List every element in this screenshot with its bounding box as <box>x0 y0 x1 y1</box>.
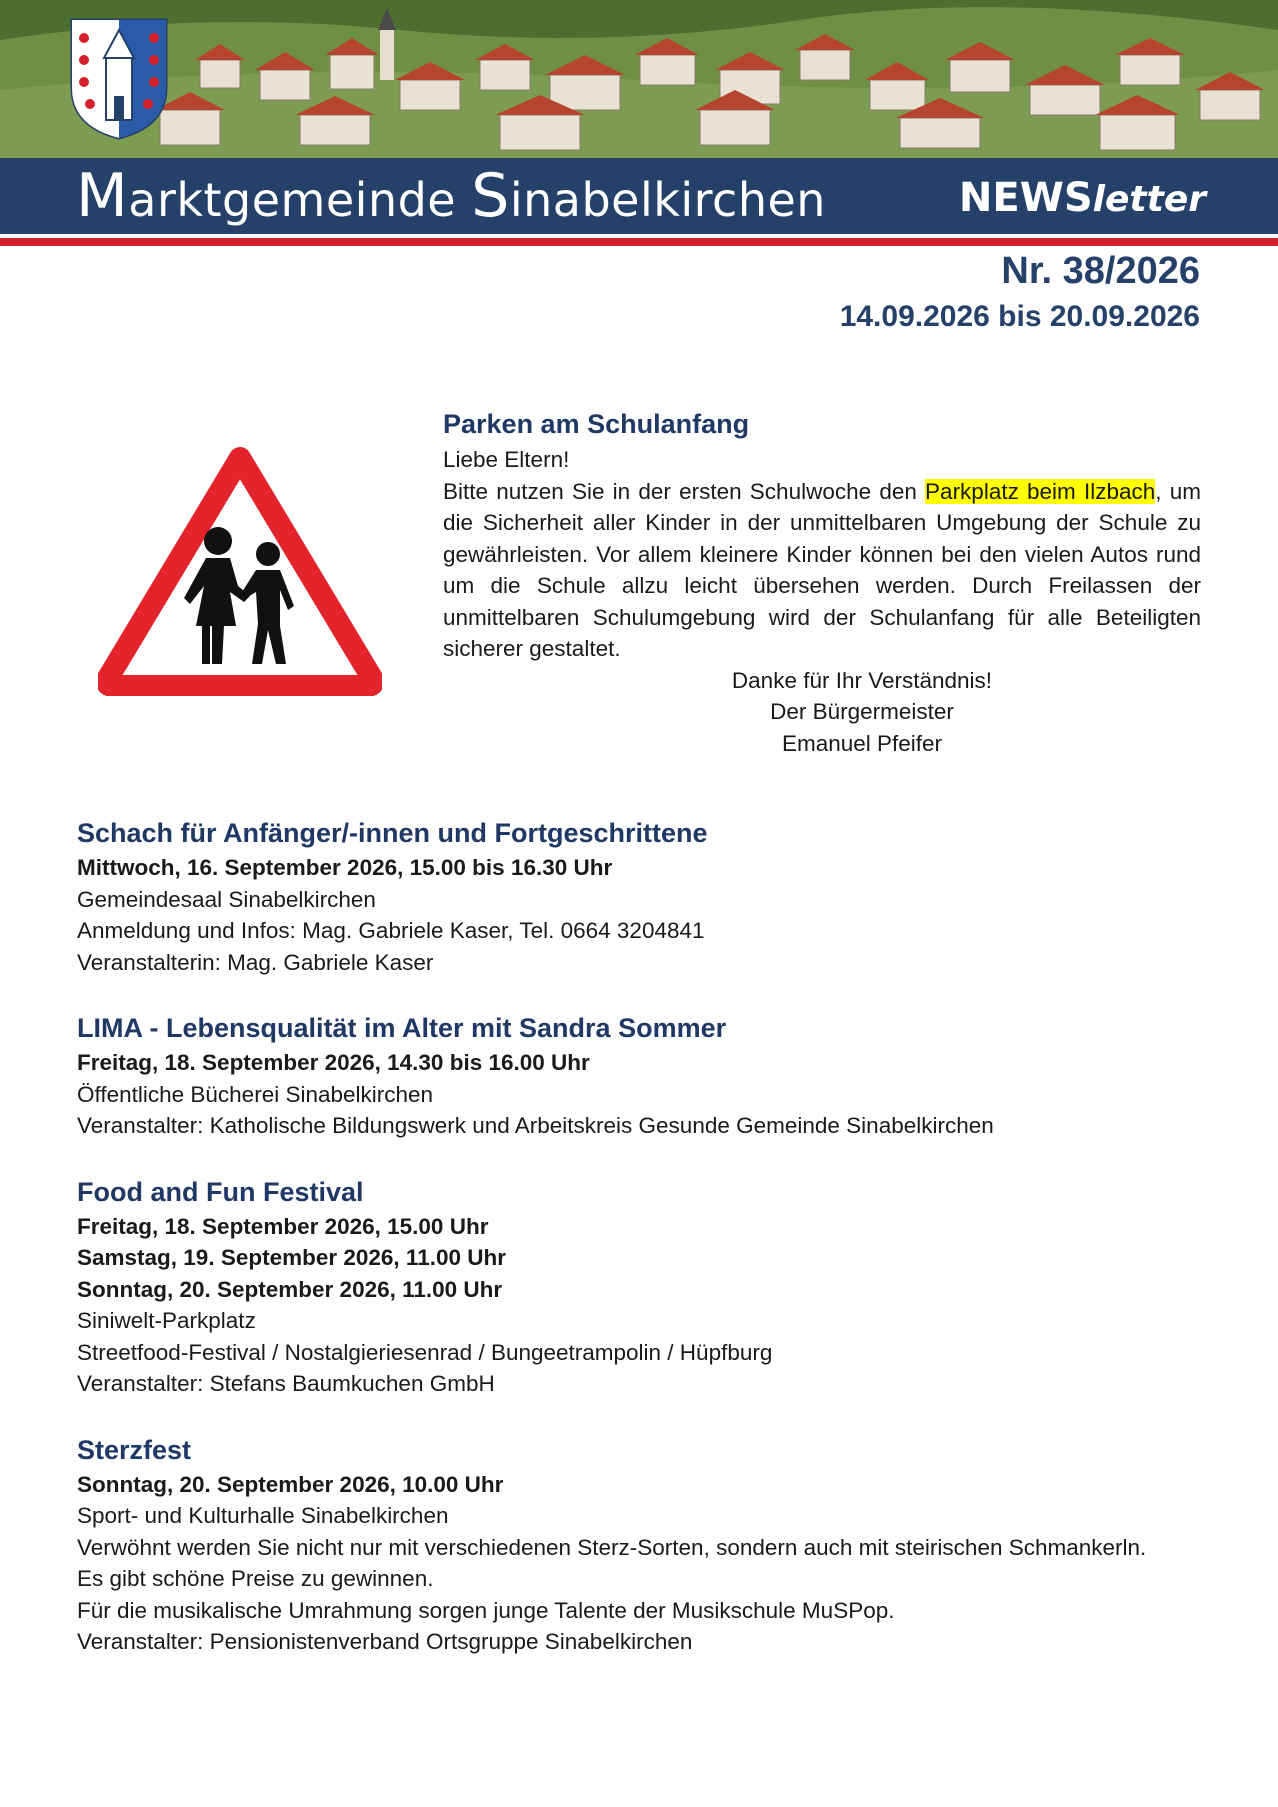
event-date: Sonntag, 20. September 2026, 11.00 Uhr <box>77 1276 503 1302</box>
letter-label-part: letter <box>1092 179 1206 220</box>
event-lima <box>77 1009 1207 1142</box>
event-description: Verwöhnt werden Sie nicht nur mit verschiedenen Sterz-Sorten, sondern auch mit steirischen Schmankerln. <box>77 1534 1147 1560</box>
title-banner <box>0 158 1278 234</box>
event-title: Schach für Anfänger/-innen und Fortgeschrittene <box>77 818 708 848</box>
header-divider-red <box>0 238 1278 246</box>
title-word-2: inabelkirchen <box>509 173 826 227</box>
event-date: Samstag, 19. September 2026, 11.00 Uhr <box>77 1245 506 1270</box>
event-sterzfest <box>77 1431 1207 1658</box>
signature-role: Der Bürgermeister <box>770 699 954 724</box>
newsletter-header <box>0 0 1278 250</box>
event-date: Mittwoch, 16. September 2026, 15.00 bis 16.30 Uhr <box>77 855 613 880</box>
municipal-crest <box>70 18 168 140</box>
school-children-warning-sign-icon <box>98 446 382 696</box>
event-venue: Sport- und Kulturhalle Sinabelkirchen <box>77 1503 449 1528</box>
event-venue: Gemeindesaal Sinabelkirchen <box>77 886 376 912</box>
parking-body-text-start: Bitte nutzen Sie in der ersten Schulwoche den <box>443 478 926 504</box>
title-initial-s: S <box>471 161 510 231</box>
event-organizer: Veranstalter: Stefans Baumkuchen GmbH <box>77 1371 495 1396</box>
village-illustration <box>0 0 1278 158</box>
parking-notice-body <box>443 476 1201 665</box>
event-organizer: Veranstalter: Pensionistenverband Ortsgruppe Sinabelkirchen <box>77 1629 693 1654</box>
event-description: Es gibt schöne Preise zu gewinnen. <box>77 1566 434 1591</box>
event-organizer: Veranstalterin: Mag. Gabriele Kaser <box>77 949 434 975</box>
title-initial-m: M <box>76 161 129 231</box>
event-description: Für die musikalische Umrahmung sorgen junge Talente der Musikschule MuSPop. <box>77 1597 895 1623</box>
event-venue: Siniwelt-Parkplatz <box>77 1308 256 1333</box>
event-title: Food and Fun Festival <box>77 1176 364 1207</box>
issue-date-range: 14.09.2026 bis 20.09.2026 <box>839 300 1200 333</box>
title-word-1: arktgemeinde <box>128 173 472 227</box>
signature-name: Emanuel Pfeifer <box>781 730 943 756</box>
parking-notice-title: Parken am Schulanfang <box>443 409 750 439</box>
parking-notice-greeting: Liebe Eltern! <box>443 447 570 472</box>
parking-location-highlight: Parkplatz beim Ilzbach <box>925 478 1156 504</box>
event-venue: Öffentliche Bücherei Sinabelkirchen <box>77 1081 434 1107</box>
event-title: Sterzfest <box>77 1434 192 1465</box>
issue-number: Nr. 38/2026 <box>1001 250 1200 292</box>
event-date: Sonntag, 20. September 2026, 10.00 Uhr <box>77 1471 504 1497</box>
event-title: LIMA - Lebensqualität im Alter mit Sandra Sommer <box>77 1013 727 1043</box>
parking-notice-section <box>443 404 1201 759</box>
municipality-title <box>76 160 826 236</box>
event-organizer: Veranstalter: Katholische Bildungswerk und Arbeitskreis Gesunde Gemeinde Sinabelkirchen <box>77 1113 994 1138</box>
event-date: Freitag, 18. September 2026, 15.00 Uhr <box>77 1213 489 1239</box>
event-food-fun-festival <box>77 1173 1207 1400</box>
parking-body-text-end: , um die Sicherheit aller Kinder in der unmittelbaren Umgebung der Schule zu gewährleisten. Vor allem kleinere Kinder können bei den vielen Autos rund um die Schule allzu leicht übersehen werden. Durch Freilassen der unmittelbaren Schulumgebung wird der Schulanfang für alle Beteiligten sicherer gestaltet. <box>443 478 1201 661</box>
parking-notice-thanks: Danke für Ihr Verständnis! <box>731 667 993 693</box>
newsletter-label <box>959 170 1206 228</box>
news-label-part: NEWS <box>958 175 1093 221</box>
village-photo <box>0 0 1278 158</box>
event-attractions: Streetfood-Festival / Nostalgieriesenrad / Bungeetrampolin / Hüpfburg <box>77 1339 773 1365</box>
event-chess <box>77 814 1207 978</box>
event-info: Anmeldung und Infos: Mag. Gabriele Kaser, Tel. 0664 3204841 <box>77 918 705 943</box>
events-list <box>77 814 1207 1658</box>
event-date: Freitag, 18. September 2026, 14.30 bis 16.00 Uhr <box>77 1050 590 1075</box>
